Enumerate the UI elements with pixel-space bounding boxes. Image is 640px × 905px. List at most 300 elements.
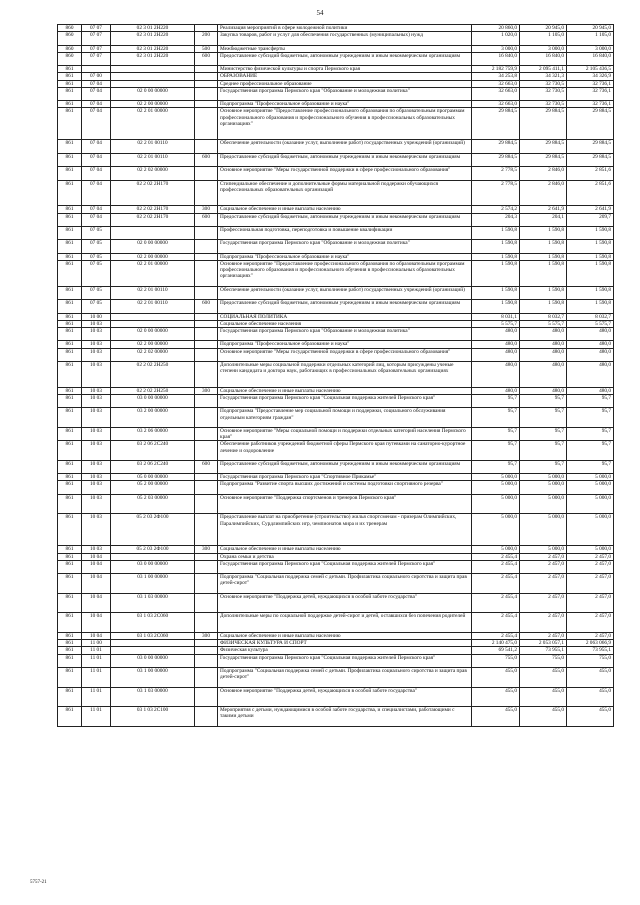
description-cell: Среднее профессиональное образование [218,80,472,87]
target-article-cell [111,66,195,73]
target-article-cell: 02 2 02 2Н250 [111,361,195,387]
admin-code-cell: 861 [58,514,82,546]
amount-year3-cell: 2 457,0 [567,593,614,613]
target-article-cell [111,226,195,239]
section-code-cell: 10 04 [82,593,111,613]
section-code-cell: 10 03 [82,348,111,361]
table-row [58,320,614,327]
amount-year1-cell: 29 884,5 [472,108,520,140]
amount-year2-cell: 95,7 [520,460,567,473]
amount-year3-cell: 5 000,0 [567,514,614,546]
description-cell: Подпрограмма "Профессиональное образование и наука" [218,253,472,260]
table-row [58,52,614,65]
section-code-cell: 07 07 [82,25,111,32]
admin-code-cell: 861 [58,494,82,514]
section-code-cell: 07 00 [82,73,111,80]
admin-code-cell: 861 [58,460,82,473]
target-article-cell: 02 0 00 00000 [111,87,195,100]
description-cell: Государственная программа Пермского края "Образование и молодежная политика" [218,327,472,340]
expense-type-cell [195,593,218,613]
admin-code-cell: 861 [58,327,82,340]
amount-year1-cell: 20 860,0 [472,25,520,32]
amount-year3-cell: 95,7 [567,427,614,440]
expense-type-cell [195,640,218,647]
description-cell: Социальное обеспечение населения [218,320,472,327]
amount-year2-cell: 1 590,8 [520,240,567,253]
section-code-cell: 07 07 [82,32,111,45]
target-article-cell: 02 0 00 00000 [111,327,195,340]
description-cell: Подпрограмма "Развитие спорта высших достижений и системы подготовки спортивного резерва" [218,481,472,494]
table-row [58,260,614,286]
admin-code-cell: 861 [58,213,82,226]
amount-year1-cell: 1 590,8 [472,253,520,260]
amount-year3-cell: 2 457,0 [567,553,614,560]
target-article-cell: 03 1 03 00000 [111,593,195,613]
description-cell: СОЦИАЛЬНАЯ ПОЛИТИКА [218,313,472,320]
amount-year1-cell: 2 455,4 [472,593,520,613]
amount-year2-cell: 204,1 [520,213,567,226]
amount-year2-cell: 1 590,8 [520,300,567,313]
section-code-cell: 07 05 [82,260,111,286]
amount-year3-cell: 29 884,5 [567,108,614,140]
amount-year1-cell: 5 000,0 [472,494,520,514]
amount-year1-cell: 16 840,0 [472,52,520,65]
amount-year3-cell: 1 590,8 [567,253,614,260]
table-row [58,613,614,633]
admin-code-cell: 861 [58,441,82,461]
section-code-cell: 10 03 [82,408,111,428]
expense-type-cell [195,427,218,440]
amount-year3-cell: 755,0 [567,654,614,667]
table-row [58,32,614,45]
amount-year1-cell: 95,7 [472,427,520,440]
table-row [58,707,614,727]
section-code-cell [82,66,111,73]
amount-year3-cell: 32 736,1 [567,80,614,87]
description-cell: Обеспечение деятельности (оказание услуг, выполнение работ) государственных учреждений (организаций) [218,140,472,153]
description-cell: Социальное обеспечение и иные выплаты населению [218,546,472,553]
amount-year3-cell: 95,7 [567,441,614,461]
table-row [58,180,614,206]
section-code-cell: 07 04 [82,213,111,226]
target-article-cell: 03 1 03 2С100 [111,707,195,727]
description-cell: Подпрограмма "Социальная поддержка семей с детьми. Профилактика социального сиротства и защита прав детей-сирот" [218,574,472,594]
amount-year3-cell: 480,0 [567,387,614,394]
amount-year2-cell: 480,0 [520,387,567,394]
target-article-cell [111,640,195,647]
amount-year3-cell: 2 851,6 [567,167,614,180]
target-article-cell: 05 0 00 00000 [111,474,195,481]
section-code-cell: 11 01 [82,647,111,654]
description-cell: Подпрограмма "Предоставление мер социальной помощи и поддержки, социального обслуживания отдельным категориям граждан" [218,408,472,428]
amount-year1-cell: 2 455,4 [472,574,520,594]
section-code-cell: 10 03 [82,394,111,407]
expense-type-cell [195,687,218,707]
target-article-cell: 03 0 00 00000 [111,654,195,667]
amount-year2-cell: 5 575,7 [520,320,567,327]
amount-year2-cell: 2 457,0 [520,633,567,640]
target-article-cell: 02 2 01 00110 [111,286,195,299]
amount-year2-cell: 2 846,0 [520,167,567,180]
table-row [58,108,614,140]
section-code-cell: 11 00 [82,640,111,647]
amount-year1-cell: 5 575,7 [472,320,520,327]
admin-code-cell: 861 [58,593,82,613]
amount-year1-cell: 5 000,0 [472,481,520,494]
section-code-cell: 07 04 [82,153,111,166]
target-article-cell: 02 2 02 2Н250 [111,387,195,394]
section-code-cell: 07 04 [82,101,111,108]
amount-year3-cell: 73 955,1 [567,647,614,654]
amount-year2-cell: 73 955,1 [520,647,567,654]
amount-year1-cell: 3 000,0 [472,45,520,52]
expense-type-cell [195,441,218,461]
amount-year1-cell: 95,7 [472,408,520,428]
expense-type-cell [195,408,218,428]
target-article-cell: 02 2 00 00000 [111,253,195,260]
admin-code-cell: 861 [58,153,82,166]
expense-type-cell [195,313,218,320]
amount-year1-cell: 95,7 [472,460,520,473]
amount-year1-cell: 1 590,8 [472,260,520,286]
amount-year3-cell: 2 641,9 [567,206,614,213]
admin-code-cell: 861 [58,427,82,440]
section-code-cell: 10 04 [82,633,111,640]
table-row [58,640,614,647]
expense-type-cell [195,654,218,667]
table-row [58,206,614,213]
table-row [58,167,614,180]
amount-year2-cell: 32 730,5 [520,101,567,108]
expense-type-cell [195,560,218,573]
admin-code-cell: 861 [58,320,82,327]
expense-type-cell [195,707,218,727]
target-article-cell [111,647,195,654]
amount-year3-cell: 32 736,1 [567,87,614,100]
target-article-cell: 02 2 02 2Н170 [111,206,195,213]
section-code-cell: 07 04 [82,167,111,180]
amount-year1-cell: 480,0 [472,361,520,387]
amount-year2-cell: 16 840,0 [520,52,567,65]
description-cell: Дополнительные меры социальной поддержки отдельных категорий лиц, которым присуждены ученые степени кандидата и доктора наук, работающих в профессиональных образовательных организациях [218,361,472,387]
table-row [58,494,614,514]
amount-year1-cell: 2 455,4 [472,613,520,633]
amount-year3-cell: 480,0 [567,348,614,361]
section-code-cell: 10 03 [82,361,111,387]
amount-year1-cell: 2 140 475,0 [472,640,520,647]
expense-type-cell [195,481,218,494]
amount-year2-cell: 755,0 [520,654,567,667]
description-cell: Предоставление субсидий бюджетным, автономным учреждениям и иным некоммерческим организациям [218,213,472,226]
section-code-cell: 07 05 [82,240,111,253]
admin-code-cell: 861 [58,286,82,299]
amount-year1-cell: 2 182 759,9 [472,66,520,73]
amount-year1-cell: 480,0 [472,348,520,361]
amount-year1-cell: 480,0 [472,387,520,394]
amount-year3-cell: 5 000,0 [567,546,614,553]
admin-code-cell: 861 [58,560,82,573]
description-cell: Основное мероприятие "Меры государственной поддержки в сфере профессионального образования" [218,167,472,180]
amount-year1-cell: 5 000,0 [472,514,520,546]
section-code-cell: 10 04 [82,553,111,560]
admin-code-cell: 861 [58,313,82,320]
amount-year2-cell: 5 000,0 [520,481,567,494]
section-code-cell: 11 01 [82,654,111,667]
table-row [58,45,614,52]
description-cell: Предоставление субсидий бюджетным, автономным учреждениям и иным некоммерческим организациям [218,300,472,313]
section-code-cell: 10 03 [82,514,111,546]
table-row [58,226,614,239]
amount-year1-cell: 2 778,5 [472,180,520,206]
description-cell: Предоставление субсидий бюджетным, автономным учреждениям и иным некоммерческим организациям [218,52,472,65]
amount-year2-cell: 29 884,5 [520,153,567,166]
admin-code-cell: 861 [58,633,82,640]
description-cell: ФИЗИЧЕСКАЯ КУЛЬТУРА И СПОРТ [218,640,472,647]
expense-type-cell [195,253,218,260]
admin-code-cell: 861 [58,613,82,633]
description-cell: Предоставление субсидий бюджетным, автономным учреждениям и иным некоммерческим организациям [218,460,472,473]
description-cell: Обеспечение работников учреждений бюджетной сферы Пермского края путевками на санаторно-курортное лечение и оздоровление [218,441,472,461]
table-row [58,514,614,546]
admin-code-cell: 861 [58,348,82,361]
section-code-cell: 07 07 [82,52,111,65]
admin-code-cell: 861 [58,707,82,727]
amount-year1-cell: 5 000,0 [472,546,520,553]
target-article-cell: 02 2 02 2Н170 [111,213,195,226]
expense-type-cell [195,514,218,546]
target-article-cell [111,320,195,327]
admin-code-cell: 860 [58,32,82,45]
description-cell: Межбюджетные трансферты [218,45,472,52]
amount-year2-cell: 1 105,0 [520,32,567,45]
amount-year3-cell: 2 457,0 [567,560,614,573]
table-row [58,153,614,166]
expense-type-cell [195,286,218,299]
amount-year2-cell: 3 000,0 [520,45,567,52]
amount-year2-cell: 95,7 [520,427,567,440]
table-row [58,25,614,32]
amount-year2-cell: 95,7 [520,441,567,461]
target-article-cell: 02 3 01 2Н220 [111,32,195,45]
budget-table-body [58,25,614,727]
expense-type-cell [195,341,218,348]
table-row [58,300,614,313]
amount-year3-cell: 2 457,0 [567,613,614,633]
amount-year2-cell: 95,7 [520,408,567,428]
section-code-cell: 11 01 [82,668,111,688]
target-article-cell: 03 0 00 00000 [111,394,195,407]
table-row [58,361,614,387]
amount-year3-cell: 455,0 [567,707,614,727]
amount-year2-cell: 2 641,9 [520,206,567,213]
admin-code-cell: 861 [58,668,82,688]
amount-year3-cell: 16 840,0 [567,52,614,65]
amount-year3-cell: 1 590,8 [567,286,614,299]
admin-code-cell: 861 [58,474,82,481]
target-article-cell [111,553,195,560]
amount-year1-cell: 1 590,8 [472,226,520,239]
amount-year2-cell: 5 000,0 [520,494,567,514]
section-code-cell: 10 04 [82,613,111,633]
amount-year2-cell: 5 000,0 [520,546,567,553]
admin-code-cell: 860 [58,25,82,32]
admin-code-cell: 861 [58,167,82,180]
admin-code-cell: 861 [58,180,82,206]
admin-code-cell: 861 [58,226,82,239]
table-row [58,253,614,260]
admin-code-cell: 861 [58,66,82,73]
amount-year1-cell: 34 253,8 [472,73,520,80]
table-row [58,80,614,87]
amount-year2-cell: 455,0 [520,668,567,688]
expense-type-cell [195,167,218,180]
amount-year3-cell: 32 736,1 [567,101,614,108]
target-article-cell: 03 1 00 00000 [111,668,195,688]
admin-code-cell: 861 [58,647,82,654]
amount-year1-cell: 2 455,4 [472,633,520,640]
target-article-cell: 02 2 01 00000 [111,108,195,140]
description-cell: Закупка товаров, работ и услуг для обеспечения государственных (муниципальных) нужд [218,32,472,45]
expense-type-cell [195,226,218,239]
amount-year2-cell: 1 590,8 [520,226,567,239]
target-article-cell: 02 2 02 00000 [111,348,195,361]
table-row [58,647,614,654]
expense-type-cell: 300 [195,633,218,640]
table-row [58,87,614,100]
expense-type-cell [195,361,218,387]
table-row [58,286,614,299]
description-cell: Основное мероприятие "Предоставление профессионального образования по образовательным программам профессионального образования и профессионального обучения в профессиональных образовательных организациях" [218,108,472,140]
target-article-cell: 05 2 03 2Ф100 [111,514,195,546]
expense-type-cell [195,613,218,633]
target-article-cell: 03 2 06 2С240 [111,460,195,473]
description-cell: Предоставление субсидий бюджетным, автономным учреждениям и иным некоммерческим организациям [218,153,472,166]
section-code-cell: 10 03 [82,494,111,514]
amount-year1-cell: 29 884,5 [472,153,520,166]
admin-code-cell: 861 [58,73,82,80]
section-code-cell: 11 01 [82,687,111,707]
section-code-cell: 11 01 [82,707,111,727]
admin-code-cell: 861 [58,654,82,667]
table-row [58,240,614,253]
admin-code-cell: 861 [58,341,82,348]
target-article-cell: 02 3 01 2Н220 [111,45,195,52]
amount-year2-cell: 2 053 057,1 [520,640,567,647]
description-cell: Основное мероприятие "Предоставление профессионального образования по образовательным программам профессионального образования и профессионального обучения в профессиональных образовательных организациях" [218,260,472,286]
description-cell: ОБРАЗОВАНИЕ [218,73,472,80]
section-code-cell: 10 03 [82,341,111,348]
amount-year1-cell: 480,0 [472,327,520,340]
amount-year2-cell: 480,0 [520,348,567,361]
amount-year1-cell: 32 663,0 [472,87,520,100]
expense-type-cell: 600 [195,153,218,166]
amount-year2-cell: 34 321,3 [520,73,567,80]
expense-type-cell [195,240,218,253]
amount-year3-cell: 5 000,0 [567,494,614,514]
section-code-cell: 10 03 [82,320,111,327]
section-code-cell: 10 03 [82,546,111,553]
admin-code-cell: 860 [58,52,82,65]
amount-year1-cell: 95,7 [472,441,520,461]
description-cell: Основное мероприятие "Меры государственной поддержки в сфере профессионального образования" [218,348,472,361]
amount-year3-cell: 95,7 [567,394,614,407]
description-cell: Государственная программа Пермского края "Социальная поддержка жителей Пермского края" [218,394,472,407]
table-row [58,481,614,494]
section-code-cell: 10 03 [82,460,111,473]
amount-year2-cell: 20 945,0 [520,25,567,32]
expense-type-cell [195,180,218,206]
target-article-cell: 02 2 00 00000 [111,341,195,348]
amount-year2-cell: 2 457,0 [520,553,567,560]
section-code-cell: 10 04 [82,574,111,594]
expense-type-cell: 200 [195,32,218,45]
expense-type-cell [195,80,218,87]
table-row [58,553,614,560]
amount-year2-cell: 2 457,0 [520,593,567,613]
admin-code-cell: 860 [58,45,82,52]
description-cell: Подпрограмма "Социальная поддержка семей с детьми. Профилактика социального сиротства и защита прав детей-сирот" [218,668,472,688]
table-row [58,348,614,361]
admin-code-cell: 861 [58,240,82,253]
expense-type-cell: 300 [195,546,218,553]
amount-year3-cell: 480,0 [567,327,614,340]
description-cell: Подпрограмма "Профессиональное образование и наука" [218,341,472,348]
amount-year3-cell: 95,7 [567,408,614,428]
amount-year1-cell: 29 884,5 [472,140,520,153]
admin-code-cell: 861 [58,260,82,286]
admin-code-cell: 861 [58,574,82,594]
expense-type-cell [195,647,218,654]
description-cell: Профессиональная подготовка, переподготовка и повышение квалификации [218,226,472,239]
description-cell: Основное мероприятие "Поддержка детей, нуждающихся в особой заботе государства" [218,593,472,613]
amount-year2-cell: 5 000,0 [520,514,567,546]
expense-type-cell [195,348,218,361]
amount-year3-cell: 2 457,0 [567,574,614,594]
amount-year3-cell: 8 032,7 [567,313,614,320]
table-row [58,387,614,394]
amount-year3-cell: 2 063 066,9 [567,640,614,647]
target-article-cell: 03 2 06 00000 [111,427,195,440]
admin-code-cell: 861 [58,80,82,87]
table-row [58,66,614,73]
table-row [58,668,614,688]
target-article-cell: 02 2 01 00110 [111,140,195,153]
table-row [58,574,614,594]
amount-year3-cell: 2 105 436,5 [567,66,614,73]
description-cell: Охрана семьи и детства [218,553,472,560]
amount-year1-cell: 8 031,1 [472,313,520,320]
description-cell: Дополнительные меры по социальной поддержке детей-сирот и детей, оставшихся без попечения родителей [218,613,472,633]
section-code-cell: 10 00 [82,313,111,320]
description-cell: Основное мероприятие "Поддержка детей, нуждающихся в особой заботе государства" [218,687,472,707]
target-article-cell: 02 3 01 2Н220 [111,25,195,32]
table-row [58,441,614,461]
target-article-cell: 03 1 03 00000 [111,687,195,707]
admin-code-cell: 861 [58,253,82,260]
description-cell: Государственная программа Пермского края "Образование и молодежная политика" [218,87,472,100]
target-article-cell: 02 0 00 00000 [111,240,195,253]
description-cell: Подпрограмма "Профессиональное образование и наука" [218,101,472,108]
table-row [58,474,614,481]
section-code-cell: 10 03 [82,327,111,340]
expense-type-cell [195,73,218,80]
amount-year3-cell: 1 590,8 [567,260,614,286]
amount-year2-cell: 95,7 [520,394,567,407]
amount-year1-cell: 32 663,0 [472,80,520,87]
admin-code-cell: 861 [58,140,82,153]
description-cell: Реализация мероприятий в сфере молодежной политики [218,25,472,32]
admin-code-cell: 861 [58,553,82,560]
